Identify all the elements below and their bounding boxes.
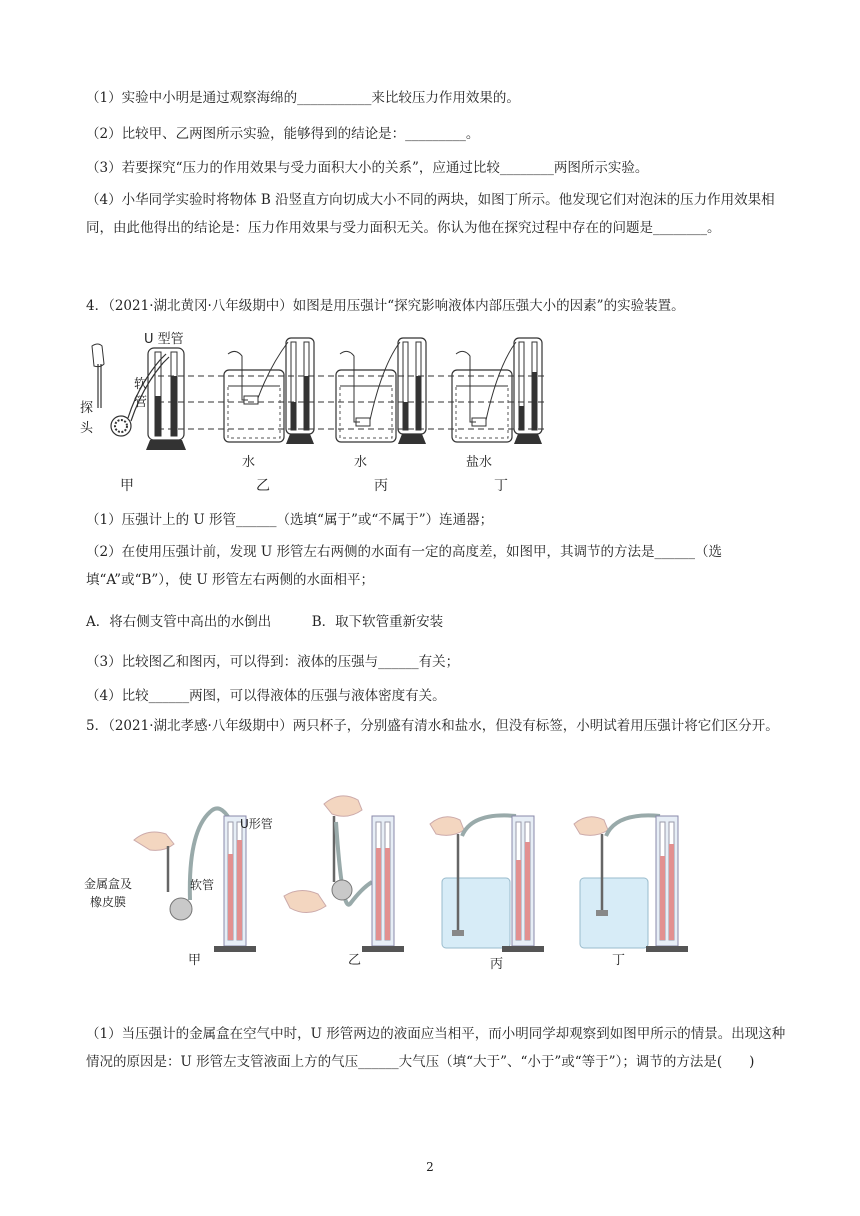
q4-sub1: （1）压强计上的 U 形管______（选填“属于”或“不属于”）连通器；: [86, 512, 494, 528]
label-hose: 软管: [190, 878, 215, 892]
gauge-jia: [80, 331, 186, 450]
q4-figure-pressure-gauge: [78, 326, 568, 498]
q5-stem: 5．（2021·湖北孝感·八年级期中）两只杯子，分别盛有清水和盐水，但没有标签，小明试着用压强计将它们区分开。: [86, 718, 779, 734]
caption-ding: 丁: [494, 478, 508, 494]
q4-options: A．将右侧支管中高出的水倒出 B．取下软管重新安装: [86, 614, 444, 630]
caption-bing: 丙: [374, 478, 388, 494]
liquid-yi: 水: [242, 455, 256, 470]
q4-sub2: （2）在使用压强计前，发现 U 形管左右两侧的水面有一定的高度差，如图甲，其调节的方法是______（选填“A”或“B”），使 U 形管左右两侧的水面相平；: [86, 544, 723, 588]
label-u-tube: U 型管: [144, 332, 184, 347]
gauge-yi: [284, 796, 404, 952]
label-hose-1: 软: [134, 377, 148, 392]
q5-sub1: （1）当压强计的金属盒在空气中时，U 形管两边的液面应当相平，而小明同学却观察到如图甲所示的情景。出现这种情况的原因是：U 形管左支管液面上方的气压______大气压（填“大于”、“小于”或“等于”）；调节的方法是( ): [86, 1026, 786, 1070]
gauge-ding: [574, 815, 688, 952]
label-probe-1: 探: [80, 401, 94, 416]
gauge-bing: [336, 338, 426, 470]
gauge-jia: [84, 808, 273, 952]
caption-bing: 丙: [490, 957, 504, 972]
q4-sub3: （3）比较图乙和图丙，可以得到：液体的压强与______有关；: [86, 654, 460, 670]
q5-figure-pressure-gauge: [80, 792, 700, 972]
q4-sub4: （4）比较______两图，可以得液体的压强与液体密度有关。: [86, 688, 446, 704]
page-number: 2: [426, 1160, 434, 1174]
label-probe-2: 头: [80, 421, 94, 436]
liquid-bing: 水: [354, 455, 368, 470]
caption-yi: 乙: [256, 478, 270, 494]
q3-sub3: （3）若要探究“压力的作用效果与受力面积大小的关系”，应通过比较________两图所示实验。: [86, 160, 649, 176]
q3-sub2: （2）比较甲、乙两图所示实验，能够得到的结论是：_________。: [86, 126, 480, 142]
gauge-ding: [452, 338, 542, 470]
gauge-yi: [224, 338, 314, 470]
caption-jia: 甲: [188, 953, 202, 968]
label-u-tube: U形管: [240, 817, 273, 831]
label-box-1: 金属盒及: [84, 877, 133, 891]
label-box-2: 橡皮膜: [90, 895, 127, 909]
q3-sub1: （1）实验中小明是通过观察海绵的___________来比较压力作用效果的。: [86, 90, 520, 106]
q3-sub4: （4）小华同学实验时将物体 B 沿竖直方向切成大小不同的两块，如图丁所示。他发现它们对泡沫的压力作用效果相同，由此他得出的结论是：压力作用效果与受力面积无关。你认为他在探究过程中存在的问题是________。: [86, 192, 775, 236]
label-hose-2: 管: [134, 395, 148, 410]
liquid-ding: 盐水: [466, 455, 493, 470]
q4-stem: 4．（2021·湖北黄冈·八年级期中）如图是用压强计“探究影响液体内部压强大小的因素”的实验装置。: [86, 298, 685, 314]
caption-ding: 丁: [612, 953, 626, 968]
caption-jia: 甲: [120, 478, 134, 494]
gauge-bing: [430, 815, 544, 952]
caption-yi: 乙: [348, 953, 362, 968]
